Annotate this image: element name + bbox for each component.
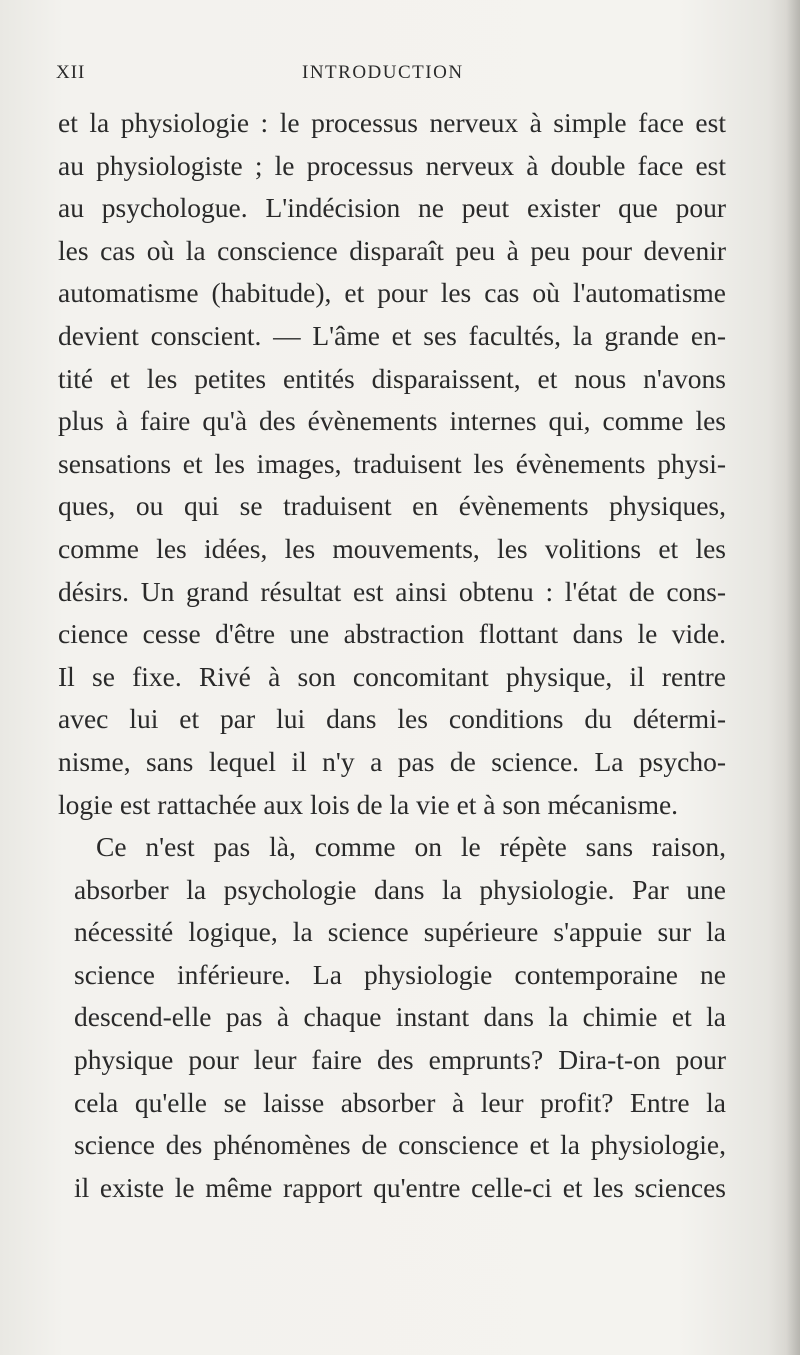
text-line: physique pour leur faire des emprunts? Dira-t-on pour (74, 1044, 726, 1076)
text-line: plus à faire qu'à des évènements internes qui, comme les (58, 405, 726, 437)
text-line: absorber la psychologie dans la physiologie. Par une (74, 873, 726, 905)
text-line: et la physiologie : le processus nerveux à simple face est (58, 107, 726, 138)
text-line: logie est rattachée aux lois de la vie et à son mécanisme. (58, 788, 679, 820)
text-line: nisme, sans lequel il n'y a pas de science. La psycho- (58, 745, 726, 777)
text-line: comme les idées, les mouvements, les volitions et les (58, 532, 726, 564)
text-line: ques, ou qui se traduisent en évènements physiques, (58, 490, 726, 522)
text-line: il existe le même rapport qu'entre celle-ci et les sciences (74, 1171, 726, 1203)
text-line: au physiologiste ; le processus nerveux à double face est (58, 149, 726, 181)
text-line: avec lui et par lui dans les conditions du détermi- (58, 703, 726, 735)
text-line: automatisme (habitude), et pour les cas où l'automatisme (58, 277, 726, 309)
text-line: science des phénomènes de conscience et la physiologie, (74, 1129, 726, 1161)
text-line: cience cesse d'être une abstraction flottant dans le vide. (58, 618, 726, 650)
page-header (56, 60, 726, 90)
text-line: désirs. Un grand résultat est ainsi obtenu : l'état de cons- (58, 575, 726, 607)
text-line: au psychologue. L'indécision ne peut exister que pour (58, 192, 726, 224)
text-line: sensations et les images, traduisent les évènements physi- (58, 447, 726, 479)
page-edge-shadow (786, 0, 800, 1355)
text-line: devient conscient. — L'âme et ses facultés, la grande en- (58, 319, 726, 351)
running-title: INTRODUCTION (302, 62, 464, 83)
text-line: tité et les petites entités disparaissent, et nous n'avons (58, 362, 726, 394)
text-line: Il se fixe. Rivé à son concomitant physique, il rentre (58, 660, 726, 692)
text-line: Ce n'est pas là, comme on le répète sans raison, (96, 831, 726, 863)
paragraph (58, 102, 726, 826)
text-line: nécessité logique, la science supérieure s'appuie sur la (74, 916, 726, 948)
text-line: descend-elle pas à chaque instant dans la chimie et la (74, 1001, 726, 1033)
page-number: XII (56, 62, 86, 83)
text-line: cela qu'elle se laisse absorber à leur profit? Entre la (74, 1086, 726, 1118)
text-line: les cas où la conscience disparaît peu à peu pour devenir (58, 234, 726, 266)
body-text (58, 102, 726, 1209)
text-line: science inférieure. La physiologie contemporaine ne (74, 958, 726, 990)
paragraph (58, 826, 726, 1209)
